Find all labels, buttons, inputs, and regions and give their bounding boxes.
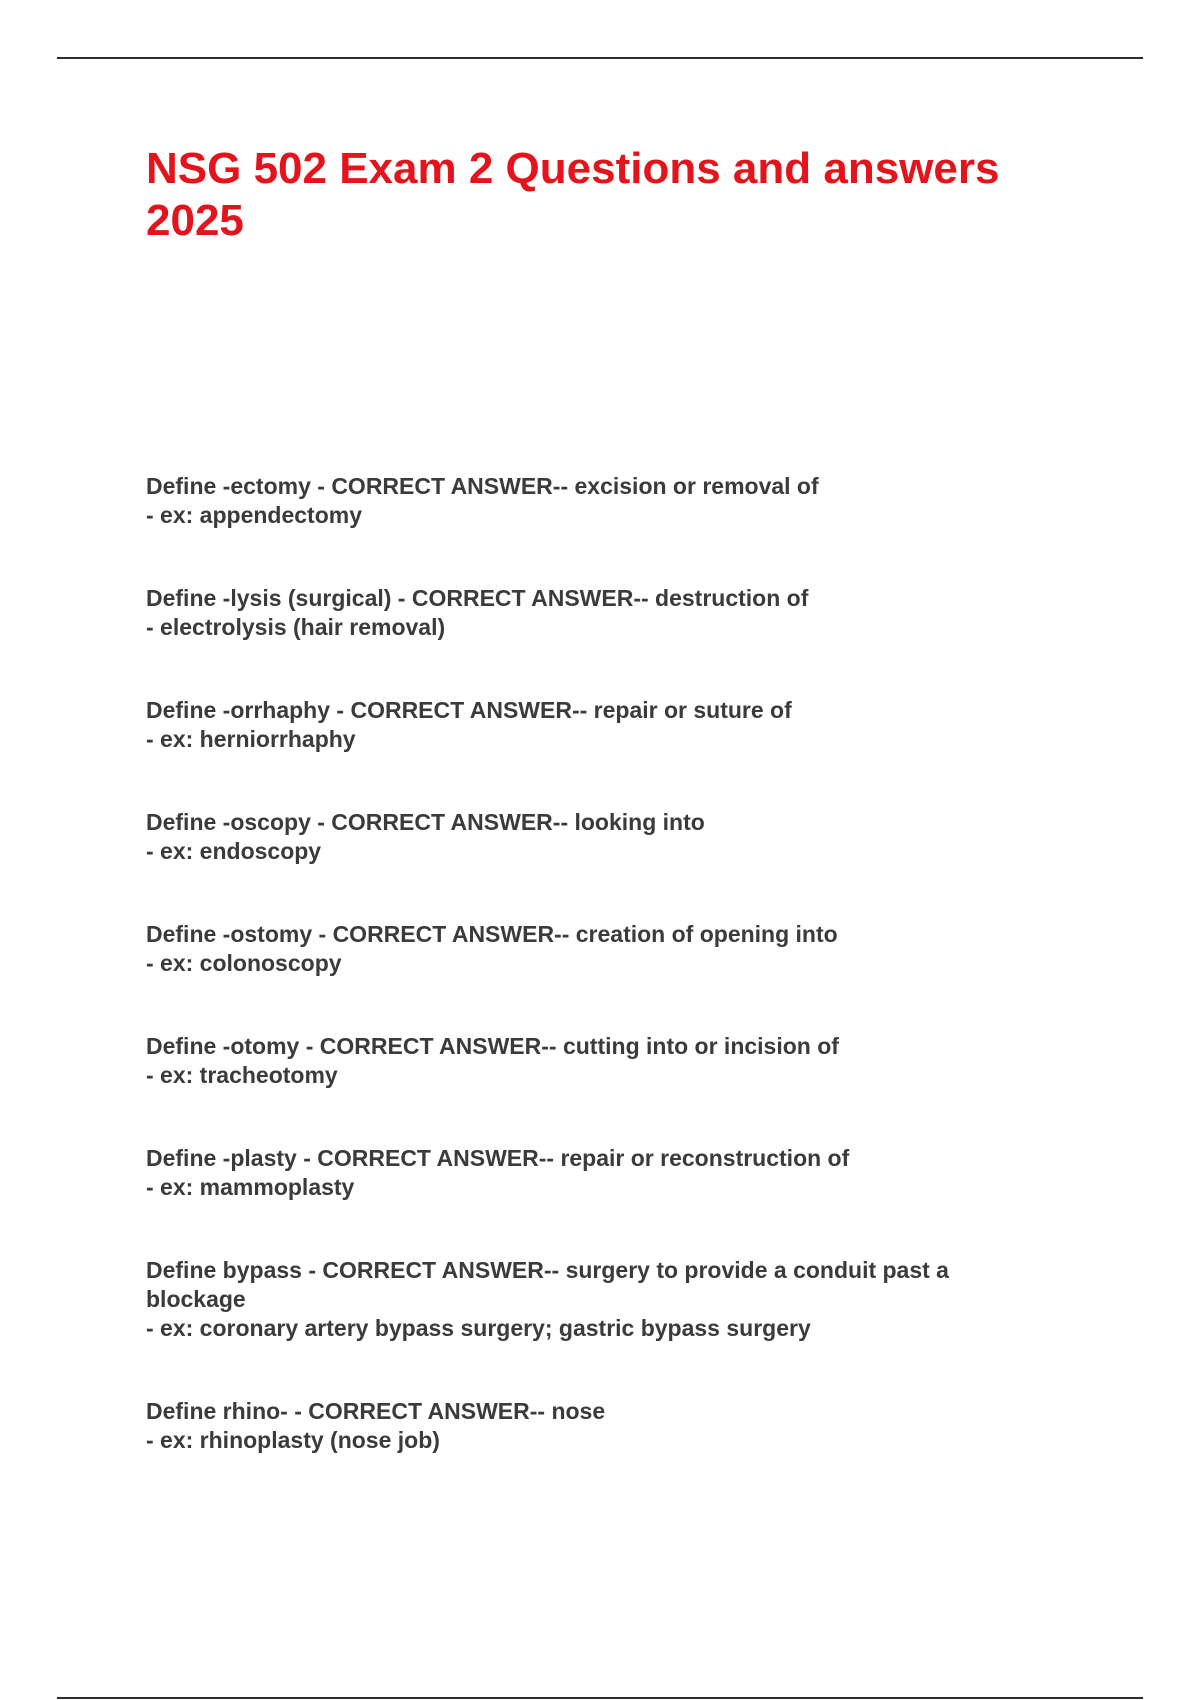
qa-example: - ex: rhinoplasty (nose job) — [146, 1427, 440, 1453]
qa-question: Define -lysis (surgical) - CORRECT ANSWER-- destruction of — [146, 585, 809, 611]
qa-item-otomy — [146, 1032, 1046, 1090]
qa-item-oscopy — [146, 808, 1046, 866]
qa-example: - electrolysis (hair removal) — [146, 614, 446, 640]
qa-question: Define -ectomy - CORRECT ANSWER-- excision or removal of — [146, 473, 819, 499]
qa-example: - ex: herniorrhaphy — [146, 726, 356, 752]
qa-question: Define bypass - CORRECT ANSWER-- surgery to provide a conduit past a blockage — [146, 1257, 949, 1312]
qa-example: - ex: coronary artery bypass surgery; gastric bypass surgery — [146, 1315, 811, 1341]
bottom-rule — [57, 1697, 1143, 1699]
qa-example: - ex: colonoscopy — [146, 950, 342, 976]
qa-question: Define -ostomy - CORRECT ANSWER-- creation of opening into — [146, 921, 838, 947]
qa-list — [146, 472, 1046, 1509]
qa-item-lysis — [146, 584, 1046, 642]
qa-item-bypass — [146, 1256, 1046, 1343]
qa-question: Define -orrhaphy - CORRECT ANSWER-- repair or suture of — [146, 697, 792, 723]
qa-question: Define -plasty - CORRECT ANSWER-- repair or reconstruction of — [146, 1145, 850, 1171]
qa-item-plasty — [146, 1144, 1046, 1202]
qa-question: Define -otomy - CORRECT ANSWER-- cutting into or incision of — [146, 1033, 839, 1059]
qa-example: - ex: mammoplasty — [146, 1174, 355, 1200]
qa-item-rhino — [146, 1397, 1046, 1455]
qa-example: - ex: endoscopy — [146, 838, 322, 864]
qa-item-ostomy — [146, 920, 1046, 978]
qa-question: Define rhino- - CORRECT ANSWER-- nose — [146, 1398, 606, 1424]
qa-example: - ex: appendectomy — [146, 502, 362, 528]
qa-question: Define -oscopy - CORRECT ANSWER-- looking into — [146, 809, 705, 835]
qa-item-ectomy — [146, 472, 1046, 530]
document-title: NSG 502 Exam 2 Questions and answers 2025 — [146, 144, 1000, 245]
qa-example: - ex: tracheotomy — [146, 1062, 338, 1088]
qa-item-orrhaphy — [146, 696, 1046, 754]
top-rule — [57, 57, 1143, 59]
